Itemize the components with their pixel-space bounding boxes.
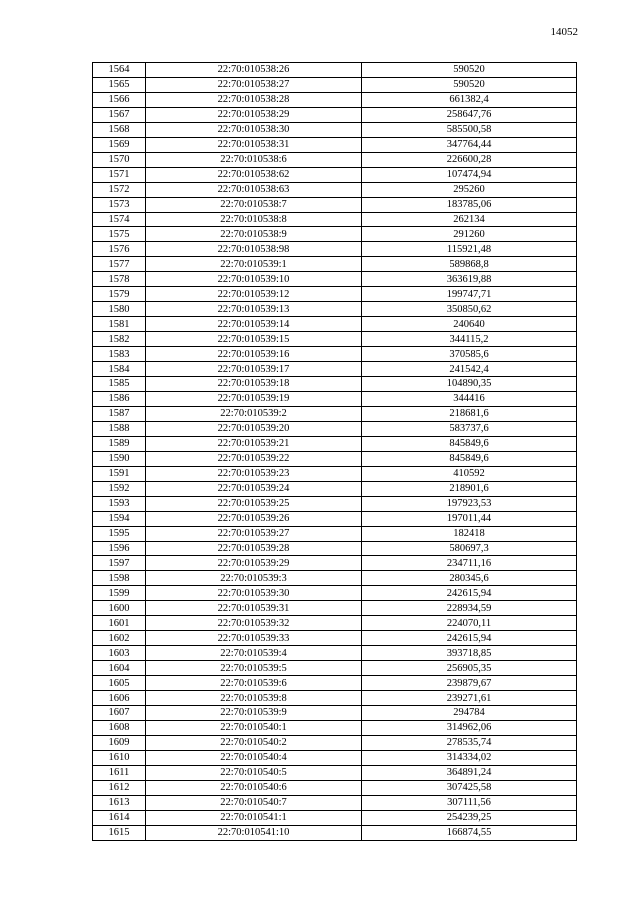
table-row [93,556,577,571]
cadastral-number-cell: 22:70:010539:10 [146,272,362,287]
row-number-cell: 1564 [93,63,146,78]
table-row [93,481,577,496]
cadastral-number-cell: 22:70:010540:2 [146,735,362,750]
cadastral-number-cell: 22:70:010539:17 [146,362,362,377]
cadastral-number-cell: 22:70:010539:15 [146,332,362,347]
cadastral-number-cell: 22:70:010540:7 [146,795,362,810]
row-number-cell: 1582 [93,332,146,347]
table-row [93,765,577,780]
table-row [93,302,577,317]
cadastral-value-cell: 199747,71 [362,287,577,302]
cadastral-number-cell: 22:70:010539:13 [146,302,362,317]
cadastral-value-cell: 295260 [362,182,577,197]
table-row [93,227,577,242]
cadastral-value-cell: 197923,53 [362,496,577,511]
row-number-cell: 1610 [93,750,146,765]
table-row [93,107,577,122]
row-number-cell: 1581 [93,317,146,332]
cadastral-number-cell: 22:70:010540:1 [146,720,362,735]
row-number-cell: 1565 [93,77,146,92]
cadastral-number-cell: 22:70:010538:26 [146,63,362,78]
cadastral-value-cell: 226600,28 [362,152,577,167]
cadastral-value-cell: 254239,25 [362,810,577,825]
row-number-cell: 1600 [93,601,146,616]
table-row [93,242,577,257]
table-row [93,406,577,421]
table-row [93,720,577,735]
cadastral-value-cell: 104890,35 [362,377,577,392]
cadastral-number-cell: 22:70:010539:29 [146,556,362,571]
row-number-cell: 1614 [93,810,146,825]
cadastral-value-cell: 224070,11 [362,616,577,631]
cadastral-value-cell: 307111,56 [362,795,577,810]
row-number-cell: 1599 [93,586,146,601]
cadastral-number-cell: 22:70:010538:31 [146,137,362,152]
cadastral-value-cell: 242615,94 [362,586,577,601]
table-row [93,691,577,706]
row-number-cell: 1583 [93,347,146,362]
cadastral-number-cell: 22:70:010539:32 [146,616,362,631]
row-number-cell: 1596 [93,541,146,556]
table-row [93,212,577,227]
table-row [93,750,577,765]
row-number-cell: 1587 [93,406,146,421]
row-number-cell: 1594 [93,511,146,526]
row-number-cell: 1598 [93,571,146,586]
table-row [93,586,577,601]
row-number-cell: 1579 [93,287,146,302]
cadastral-value-cell: 242615,94 [362,631,577,646]
cadastral-value-cell: 294784 [362,705,577,720]
row-number-cell: 1607 [93,705,146,720]
row-number-cell: 1611 [93,765,146,780]
cadastral-value-cell: 183785,06 [362,197,577,212]
table-row [93,825,577,840]
row-number-cell: 1567 [93,107,146,122]
table-row [93,780,577,795]
cadastral-value-cell: 241542,4 [362,362,577,377]
cadastral-value-cell: 107474,94 [362,167,577,182]
cadastral-value-cell: 240640 [362,317,577,332]
cadastral-value-cell: 228934,59 [362,601,577,616]
cadastral-number-cell: 22:70:010539:25 [146,496,362,511]
cadastral-value-cell: 585500,58 [362,122,577,137]
cadastral-value-cell: 370585,6 [362,347,577,362]
cadastral-value-cell: 291260 [362,227,577,242]
cadastral-number-cell: 22:70:010539:27 [146,526,362,541]
row-number-cell: 1602 [93,631,146,646]
row-number-cell: 1571 [93,167,146,182]
table-row [93,63,577,78]
cadastral-value-cell: 256905,35 [362,661,577,676]
table-row [93,526,577,541]
cadastral-number-cell: 22:70:010538:9 [146,227,362,242]
row-number-cell: 1589 [93,436,146,451]
table-row [93,631,577,646]
row-number-cell: 1605 [93,676,146,691]
row-number-cell: 1593 [93,496,146,511]
cadastral-value-cell: 344416 [362,391,577,406]
cadastral-number-cell: 22:70:010539:9 [146,705,362,720]
row-number-cell: 1595 [93,526,146,541]
cadastral-number-cell: 22:70:010541:10 [146,825,362,840]
table-row [93,541,577,556]
table-body [93,63,577,841]
cadastral-number-cell: 22:70:010539:8 [146,691,362,706]
row-number-cell: 1566 [93,92,146,107]
row-number-cell: 1613 [93,795,146,810]
row-number-cell: 1601 [93,616,146,631]
cadastral-number-cell: 22:70:010539:23 [146,466,362,481]
row-number-cell: 1609 [93,735,146,750]
table-row [93,466,577,481]
table-row [93,197,577,212]
row-number-cell: 1568 [93,122,146,137]
cadastral-number-cell: 22:70:010538:8 [146,212,362,227]
cadastral-number-cell: 22:70:010540:4 [146,750,362,765]
table-row [93,391,577,406]
cadastral-value-cell: 258647,76 [362,107,577,122]
cadastral-value-cell: 393718,85 [362,646,577,661]
row-number-cell: 1592 [93,481,146,496]
cadastral-number-cell: 22:70:010539:14 [146,317,362,332]
row-number-cell: 1580 [93,302,146,317]
page-number: 14052 [550,26,578,38]
cadastral-value-cell: 589868,8 [362,257,577,272]
table-row [93,347,577,362]
table-row [93,167,577,182]
table-row [93,511,577,526]
cadastral-number-cell: 22:70:010538:63 [146,182,362,197]
cadastral-value-cell: 280345,6 [362,571,577,586]
cadastral-value-cell: 590520 [362,63,577,78]
cadastral-number-cell: 22:70:010541:1 [146,810,362,825]
row-number-cell: 1606 [93,691,146,706]
cadastral-number-cell: 22:70:010539:33 [146,631,362,646]
table-row [93,601,577,616]
row-number-cell: 1597 [93,556,146,571]
cadastral-value-cell: 410592 [362,466,577,481]
row-number-cell: 1615 [93,825,146,840]
cadastral-value-cell: 239879,67 [362,676,577,691]
cadastral-number-cell: 22:70:010540:5 [146,765,362,780]
table-row [93,735,577,750]
cadastral-number-cell: 22:70:010538:28 [146,92,362,107]
cadastral-value-cell: 590520 [362,77,577,92]
row-number-cell: 1574 [93,212,146,227]
table-row [93,272,577,287]
table-row [93,122,577,137]
cadastral-number-cell: 22:70:010539:12 [146,287,362,302]
cadastral-value-cell: 583737,6 [362,421,577,436]
cadastral-value-cell: 314962,06 [362,720,577,735]
cadastral-value-cell: 580697,3 [362,541,577,556]
cadastral-number-cell: 22:70:010539:1 [146,257,362,272]
table-row [93,421,577,436]
cadastral-value-cell: 363619,88 [362,272,577,287]
row-number-cell: 1569 [93,137,146,152]
cadastral-number-cell: 22:70:010539:24 [146,481,362,496]
cadastral-number-cell: 22:70:010539:5 [146,661,362,676]
table-row [93,152,577,167]
row-number-cell: 1572 [93,182,146,197]
cadastral-value-cell: 115921,48 [362,242,577,257]
cadastral-number-cell: 22:70:010538:29 [146,107,362,122]
cadastral-value-cell: 182418 [362,526,577,541]
cadastral-number-cell: 22:70:010540:6 [146,780,362,795]
cadastral-value-cell: 845849,6 [362,436,577,451]
table-row [93,436,577,451]
cadastral-number-cell: 22:70:010539:16 [146,347,362,362]
cadastral-number-cell: 22:70:010539:31 [146,601,362,616]
table-row [93,92,577,107]
cadastral-value-cell: 344115,2 [362,332,577,347]
table-row [93,795,577,810]
cadastral-value-cell: 364891,24 [362,765,577,780]
table-row [93,317,577,332]
cadastral-value-cell: 218901,6 [362,481,577,496]
row-number-cell: 1584 [93,362,146,377]
cadastral-value-cell: 350850,62 [362,302,577,317]
cadastral-value-cell: 218681,6 [362,406,577,421]
row-number-cell: 1576 [93,242,146,257]
cadastral-number-cell: 22:70:010539:26 [146,511,362,526]
row-number-cell: 1603 [93,646,146,661]
table-row [93,182,577,197]
cadastral-value-table [92,62,577,841]
cadastral-value-cell: 347764,44 [362,137,577,152]
cadastral-value-cell: 239271,61 [362,691,577,706]
table-row [93,705,577,720]
row-number-cell: 1577 [93,257,146,272]
cadastral-number-cell: 22:70:010539:4 [146,646,362,661]
cadastral-value-cell: 197011,44 [362,511,577,526]
cadastral-value-cell: 234711,16 [362,556,577,571]
row-number-cell: 1573 [93,197,146,212]
table-row [93,571,577,586]
cadastral-number-cell: 22:70:010539:3 [146,571,362,586]
table-row [93,810,577,825]
cadastral-number-cell: 22:70:010538:6 [146,152,362,167]
row-number-cell: 1570 [93,152,146,167]
cadastral-number-cell: 22:70:010539:20 [146,421,362,436]
table-row [93,616,577,631]
cadastral-number-cell: 22:70:010539:2 [146,406,362,421]
table-row [93,287,577,302]
row-number-cell: 1604 [93,661,146,676]
table-row [93,496,577,511]
table-row [93,451,577,466]
cadastral-value-cell: 845849,6 [362,451,577,466]
cadastral-number-cell: 22:70:010538:7 [146,197,362,212]
cadastral-value-cell: 314334,02 [362,750,577,765]
row-number-cell: 1575 [93,227,146,242]
row-number-cell: 1588 [93,421,146,436]
row-number-cell: 1612 [93,780,146,795]
row-number-cell: 1591 [93,466,146,481]
table-row [93,77,577,92]
cadastral-number-cell: 22:70:010539:28 [146,541,362,556]
table-row [93,676,577,691]
cadastral-number-cell: 22:70:010539:19 [146,391,362,406]
cadastral-number-cell: 22:70:010538:30 [146,122,362,137]
cadastral-number-cell: 22:70:010539:6 [146,676,362,691]
cadastral-number-cell: 22:70:010538:62 [146,167,362,182]
row-number-cell: 1590 [93,451,146,466]
cadastral-number-cell: 22:70:010539:30 [146,586,362,601]
cadastral-value-cell: 166874,55 [362,825,577,840]
row-number-cell: 1586 [93,391,146,406]
cadastral-number-cell: 22:70:010539:18 [146,377,362,392]
cadastral-number-cell: 22:70:010538:98 [146,242,362,257]
table-row [93,137,577,152]
cadastral-number-cell: 22:70:010539:22 [146,451,362,466]
table-row [93,257,577,272]
row-number-cell: 1608 [93,720,146,735]
table-row [93,646,577,661]
table-row [93,661,577,676]
table-row [93,332,577,347]
cadastral-value-cell: 262134 [362,212,577,227]
cadastral-number-cell: 22:70:010539:21 [146,436,362,451]
cadastral-number-cell: 22:70:010538:27 [146,77,362,92]
row-number-cell: 1578 [93,272,146,287]
cadastral-value-cell: 278535,74 [362,735,577,750]
table-row [93,362,577,377]
cadastral-value-cell: 661382,4 [362,92,577,107]
row-number-cell: 1585 [93,377,146,392]
cadastral-value-cell: 307425,58 [362,780,577,795]
table-row [93,377,577,392]
